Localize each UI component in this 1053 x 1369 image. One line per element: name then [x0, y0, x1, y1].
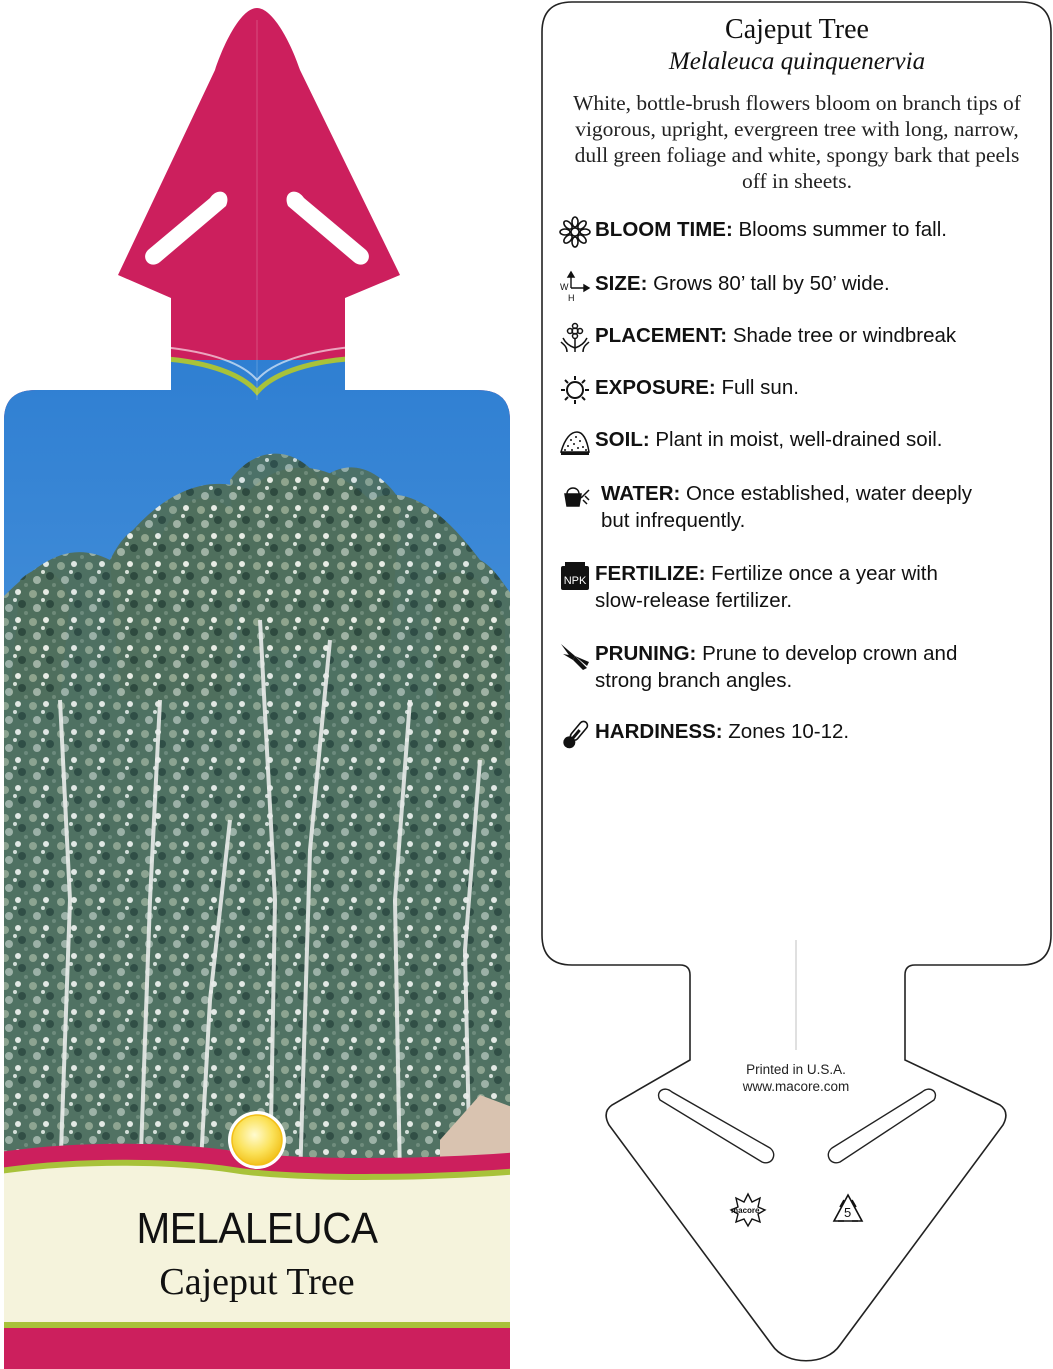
watering-can-icon: [559, 480, 595, 514]
water-label: WATER:: [601, 482, 681, 505]
flower-icon: [559, 216, 595, 250]
info-row-fertilize: [559, 560, 1039, 614]
info-row-water: [559, 480, 1039, 534]
placement-flowers-icon: [559, 322, 595, 356]
info-row-hardiness: [559, 718, 1039, 752]
npk-icon-label: NPK: [563, 575, 587, 587]
placement-label: PLACEMENT:: [595, 324, 728, 347]
fertilize-text-continued: slow-release fertilizer.: [595, 589, 793, 612]
placement-text: Shade tree or windbreak: [732, 324, 957, 347]
size-icon-h-label: H: [568, 293, 575, 302]
macore-brand-text: macore: [731, 1206, 760, 1215]
soil-label: SOIL:: [595, 428, 650, 451]
sun-badge-icon: [228, 1111, 286, 1169]
sun-icon: [559, 374, 595, 408]
water-text: Once established, water deeply: [686, 482, 973, 505]
fertilize-label: FERTILIZE:: [595, 562, 706, 585]
size-arrows-icon: [559, 270, 595, 304]
fertilize-text: Fertilize once a year with: [711, 562, 938, 585]
pruning-shears-icon: [559, 640, 595, 674]
size-text: Grows 80’ tall by 50’ wide.: [653, 272, 890, 295]
info-row-soil: [559, 426, 1039, 460]
pruning-text-continued: strong branch angles.: [595, 669, 793, 692]
front-common-name: Cajeput Tree: [159, 1261, 355, 1303]
info-row-bloom-time: [559, 216, 1039, 250]
front-genus-name: MELALEUCA: [136, 1204, 378, 1253]
thermometer-icon: [559, 718, 595, 752]
macore-website: www.macore.com: [742, 1079, 850, 1094]
size-label: SIZE:: [595, 272, 648, 295]
printed-in-usa: Printed in U.S.A.: [746, 1062, 846, 1077]
exposure-label: EXPOSURE:: [595, 376, 716, 399]
info-row-exposure: [559, 374, 1039, 408]
pruning-text: Prune to develop crown and: [702, 642, 958, 665]
hardiness-text: Zones 10-12.: [728, 720, 850, 743]
back-latin-name: Melaleuca quinquenervia: [668, 48, 926, 75]
exposure-text: Full sun.: [721, 376, 799, 399]
info-row-size: [559, 270, 1039, 304]
soil-text: Plant in moist, well-drained soil.: [655, 428, 943, 451]
recycle-number: 5: [844, 1205, 852, 1220]
info-row-pruning: [559, 640, 1039, 694]
size-icon-w-label: W: [560, 282, 569, 292]
water-text-continued: but infrequently.: [601, 509, 746, 532]
info-row-placement: [559, 322, 1039, 356]
bloom-time-text: Blooms summer to fall.: [738, 218, 947, 241]
soil-mound-icon: [559, 426, 595, 460]
pruning-label: PRUNING:: [595, 642, 697, 665]
npk-fertilizer-icon: [559, 560, 595, 594]
back-description: White, bottle-brush flowers bloom on branch tips of vigorous, upright, evergreen tree with long, narrow, dull green foliage and white, spongy bark that peels off in sheets.: [573, 91, 1021, 193]
back-title: Cajeput Tree: [725, 14, 869, 45]
tree-photo: [0, 454, 520, 1180]
bloom-time-label: BLOOM TIME:: [595, 218, 733, 241]
hardiness-label: HARDINESS:: [595, 720, 723, 743]
